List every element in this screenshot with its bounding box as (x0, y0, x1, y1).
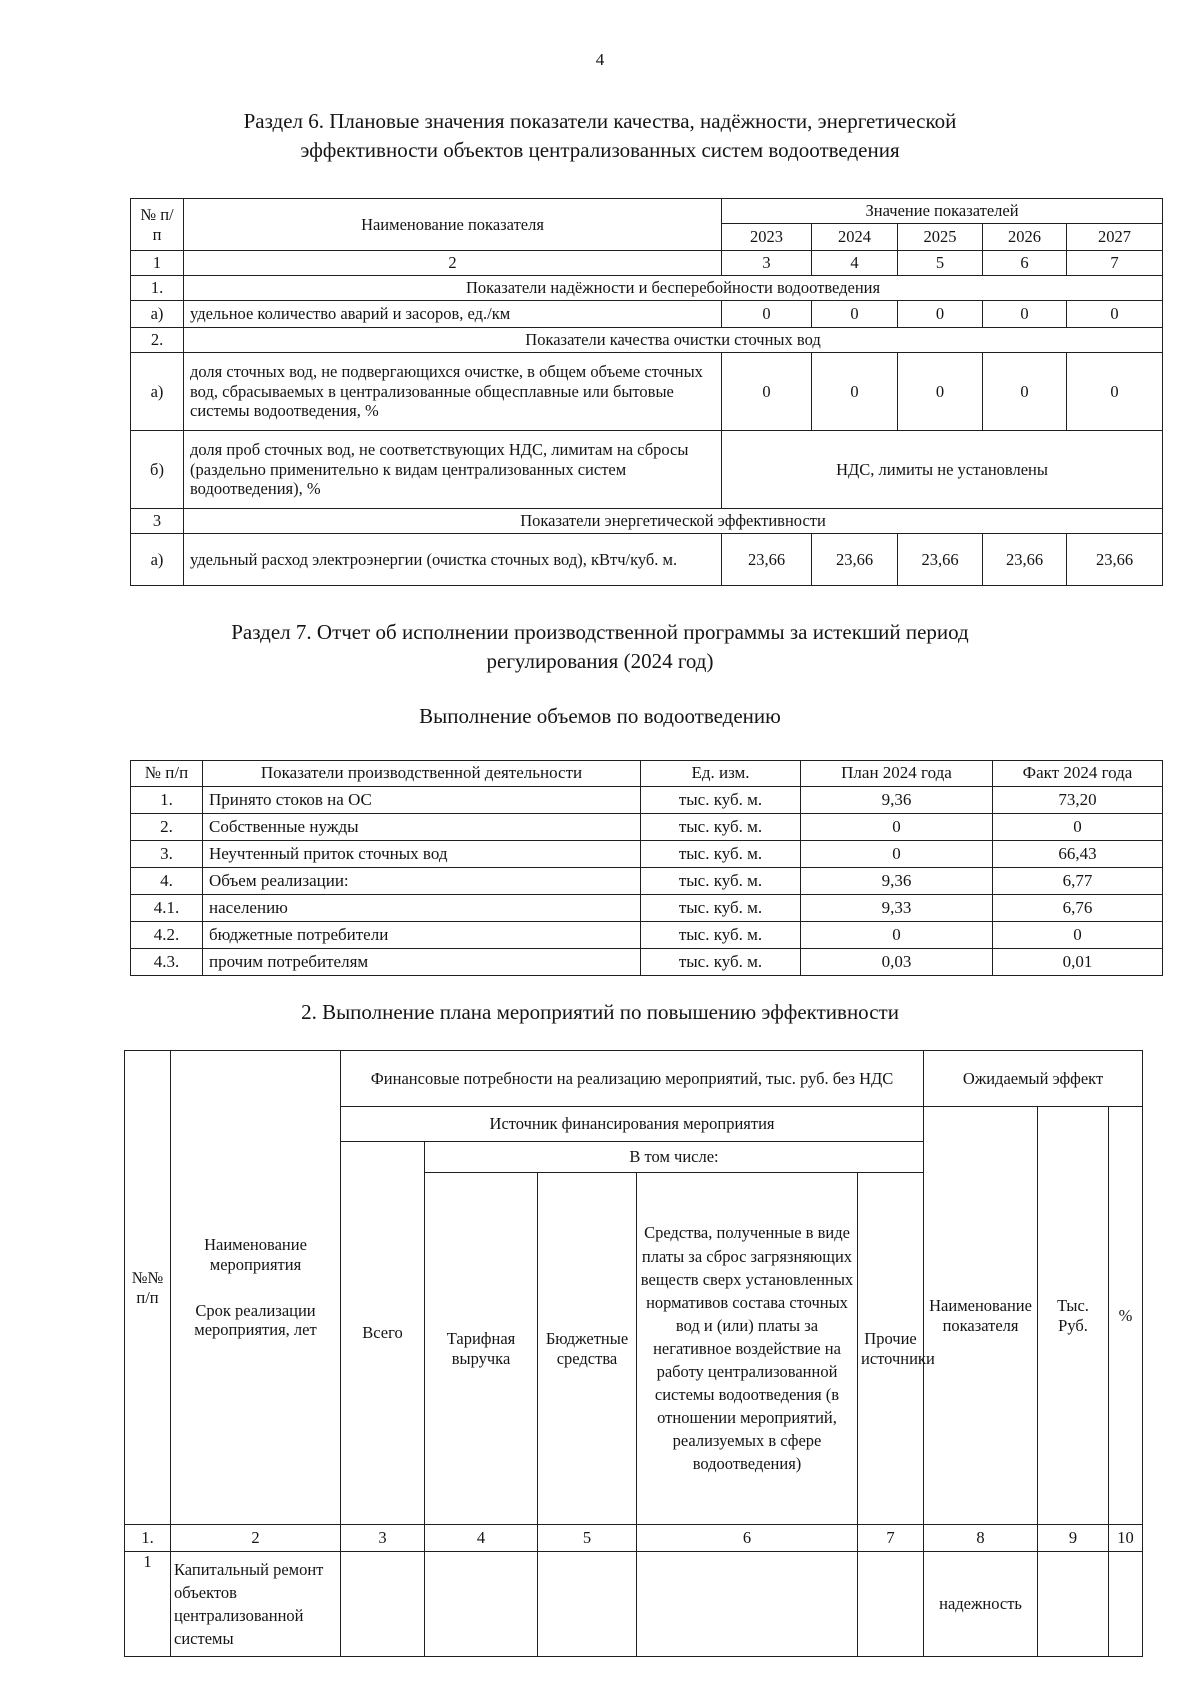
row-num: 1 (125, 1552, 171, 1657)
column-number: 7 (1067, 251, 1163, 276)
row-name: удельный расход электроэнергии (очистка сточных вод), кВтч/куб. м. (184, 534, 722, 586)
row-value: 0 (983, 353, 1067, 431)
section6-title (0, 107, 1200, 165)
section7-title-line2: регулирования (2024 год) (486, 649, 714, 673)
header-including: В том числе: (425, 1142, 924, 1173)
row-plan: 0 (801, 922, 993, 949)
group-title: Показатели энергетической эффективности (184, 509, 1163, 534)
section6-title-line2: эффективности объектов централизованных систем водоотведения (300, 138, 900, 162)
row-value: 23,66 (1067, 534, 1163, 586)
row-fact: 0 (993, 814, 1163, 841)
measures-title: 2. Выполнение плана мероприятий по повышению эффективности (301, 1000, 899, 1024)
row-name: удельное количество аварий и засоров, ед./км (184, 301, 722, 328)
header-num: № п/п (131, 199, 184, 251)
table-row (131, 353, 1163, 431)
table-row (131, 431, 1163, 509)
column-number-row (131, 251, 1163, 276)
group-row (131, 328, 1163, 353)
group-num: 3 (131, 509, 184, 534)
row-num: 2. (131, 814, 203, 841)
group-title: Показатели надёжности и бесперебойности водоотведения (184, 276, 1163, 301)
group-title: Показатели качества очистки сточных вод (184, 328, 1163, 353)
row-plan: 9,36 (801, 787, 993, 814)
group-num: 2. (131, 328, 184, 353)
row-num: а) (131, 534, 184, 586)
row-plan: 0,03 (801, 949, 993, 976)
row-value: 0 (898, 353, 983, 431)
table-row (131, 534, 1163, 586)
row-value: 0 (722, 353, 812, 431)
row-num: 4. (131, 868, 203, 895)
row-name: доля проб сточных вод, не соответствующих НДС, лимитам на сбросы (раздельно применительно к видам централизованных систем водоотведения), % (184, 431, 722, 509)
header-measure-name-line1: Наименование мероприятия (204, 1234, 307, 1274)
row-other (858, 1552, 924, 1657)
column-number: 6 (983, 251, 1067, 276)
page-number: 4 (595, 50, 605, 69)
row-num: 4.1. (131, 895, 203, 922)
row-fact: 6,77 (993, 868, 1163, 895)
header-row (131, 761, 1163, 787)
header-year: 2026 (983, 224, 1067, 251)
row-unit: тыс. куб. м. (641, 868, 801, 895)
column-number: 1. (125, 1525, 171, 1552)
row-fact: 0 (993, 922, 1163, 949)
row-plan: 9,33 (801, 895, 993, 922)
header-year: 2025 (898, 224, 983, 251)
row-value: 23,66 (722, 534, 812, 586)
row-num: 4.2. (131, 922, 203, 949)
row-unit: тыс. куб. м. (641, 922, 801, 949)
row-measure-name: Капитальный ремонт объектов централизованной системы (171, 1552, 341, 1657)
header-num: № п/п (131, 761, 203, 787)
row-unit: тыс. куб. м. (641, 787, 801, 814)
row-name: Собственные нужды (203, 814, 641, 841)
row-name: прочим потребителям (203, 949, 641, 976)
row-tariff (425, 1552, 538, 1657)
table-row (131, 949, 1163, 976)
row-fact: 73,20 (993, 787, 1163, 814)
row-num: а) (131, 353, 184, 431)
row-name: бюджетные потребители (203, 922, 641, 949)
header-effect: Ожидаемый эффект (924, 1051, 1143, 1107)
row-num: б) (131, 431, 184, 509)
table-row (131, 787, 1163, 814)
row-plan: 9,36 (801, 868, 993, 895)
row-name: Принято стоков на ОС (203, 787, 641, 814)
column-number: 5 (538, 1525, 637, 1552)
header-measure-term: Срок реализации мероприятия, лет (194, 1300, 317, 1340)
row-plan: 0 (801, 814, 993, 841)
header-total: Всего (341, 1142, 425, 1525)
row-unit: тыс. куб. м. (641, 841, 801, 868)
table-row (131, 895, 1163, 922)
header-fees: Средства, полученные в виде платы за сброс загрязняющих веществ сверх установленных нормативов состава сточных вод и (или) платы за негативное воздействие на работу централизованной системы водоотведения (в отношении мероприятий, реализуемых в сфере водоотведения) (637, 1173, 858, 1525)
header-fact: Факт 2024 года (993, 761, 1163, 787)
row-num: 4.3. (131, 949, 203, 976)
row-thousand-rub (1038, 1552, 1109, 1657)
header-tariff: Тарифная выручка (425, 1173, 538, 1525)
column-number: 2 (184, 251, 722, 276)
row-name: Неучтенный приток сточных вод (203, 841, 641, 868)
section7-title-line1: Раздел 7. Отчет об исполнении производственной программы за истекший период (231, 620, 969, 644)
row-num: 1. (131, 787, 203, 814)
header-unit: Ед. изм. (641, 761, 801, 787)
header-year: 2024 (812, 224, 898, 251)
row-fact: 66,43 (993, 841, 1163, 868)
table-row (131, 922, 1163, 949)
row-indicator: надежность (924, 1552, 1038, 1657)
header-budget: Бюджетные средства (538, 1173, 637, 1525)
section7-title (0, 618, 1200, 676)
column-number: 10 (1109, 1525, 1143, 1552)
table-row (131, 841, 1163, 868)
row-value: 0 (1067, 301, 1163, 328)
quality-indicators-table (130, 198, 1163, 586)
row-value: 0 (812, 301, 898, 328)
section7-subtitle: Выполнение объемов по водоотведению (419, 704, 781, 728)
column-number: 6 (637, 1525, 858, 1552)
header-num: №№ п/п (125, 1051, 171, 1525)
row-percent (1109, 1552, 1143, 1657)
row-fact: 6,76 (993, 895, 1163, 922)
header-values: Значение показателей (722, 199, 1163, 224)
row-unit: тыс. куб. м. (641, 895, 801, 922)
volumes-table (130, 760, 1163, 976)
row-unit: тыс. куб. м. (641, 814, 801, 841)
row-value: 0 (722, 301, 812, 328)
row-fact: 0,01 (993, 949, 1163, 976)
row-name: Объем реализации: (203, 868, 641, 895)
header-source: Источник финансирования мероприятия (341, 1107, 924, 1142)
row-name: доля сточных вод, не подвергающихся очистке, в общем объеме сточных вод, сбрасываемых в централизованные общесплавные или бытовые системы водоотведения, % (184, 353, 722, 431)
row-num: 3. (131, 841, 203, 868)
row-value: 23,66 (898, 534, 983, 586)
row-value: 23,66 (812, 534, 898, 586)
column-number: 8 (924, 1525, 1038, 1552)
row-value: 0 (983, 301, 1067, 328)
column-number-row (125, 1525, 1143, 1552)
table-row (131, 868, 1163, 895)
column-number: 2 (171, 1525, 341, 1552)
row-value: 0 (812, 353, 898, 431)
row-total (341, 1552, 425, 1657)
column-number: 3 (722, 251, 812, 276)
measures-table (124, 1050, 1143, 1657)
group-row (131, 276, 1163, 301)
table-row (125, 1552, 1143, 1657)
column-number: 9 (1038, 1525, 1109, 1552)
header-indicator-name: Наименование показателя (184, 199, 722, 251)
row-plan: 0 (801, 841, 993, 868)
header-indicator: Наименование показателя (924, 1107, 1038, 1525)
table-row (131, 301, 1163, 328)
column-number: 1 (131, 251, 184, 276)
row-budget (538, 1552, 637, 1657)
header-year: 2023 (722, 224, 812, 251)
header-plan: План 2024 года (801, 761, 993, 787)
header-other: Прочие источники (858, 1173, 924, 1525)
column-number: 7 (858, 1525, 924, 1552)
column-number: 3 (341, 1525, 425, 1552)
header-measure-name (171, 1051, 341, 1525)
row-num: а) (131, 301, 184, 328)
group-num: 1. (131, 276, 184, 301)
table-row (131, 814, 1163, 841)
section6-title-line1: Раздел 6. Плановые значения показатели качества, надёжности, энергетической (243, 109, 957, 133)
header-thousand-rub: Тыс. Руб. (1038, 1107, 1109, 1525)
column-number: 5 (898, 251, 983, 276)
row-unit: тыс. куб. м. (641, 949, 801, 976)
group-row (131, 509, 1163, 534)
header-percent: % (1109, 1107, 1143, 1525)
header-finance: Финансовые потребности на реализацию мероприятий, тыс. руб. без НДС (341, 1051, 924, 1107)
row-value: 0 (898, 301, 983, 328)
row-value: 23,66 (983, 534, 1067, 586)
row-merged-value: НДС, лимиты не установлены (722, 431, 1163, 509)
row-name: населению (203, 895, 641, 922)
column-number: 4 (812, 251, 898, 276)
row-fees (637, 1552, 858, 1657)
header-year: 2027 (1067, 224, 1163, 251)
column-number: 4 (425, 1525, 538, 1552)
header-indicator: Показатели производственной деятельности (203, 761, 641, 787)
row-value: 0 (1067, 353, 1163, 431)
